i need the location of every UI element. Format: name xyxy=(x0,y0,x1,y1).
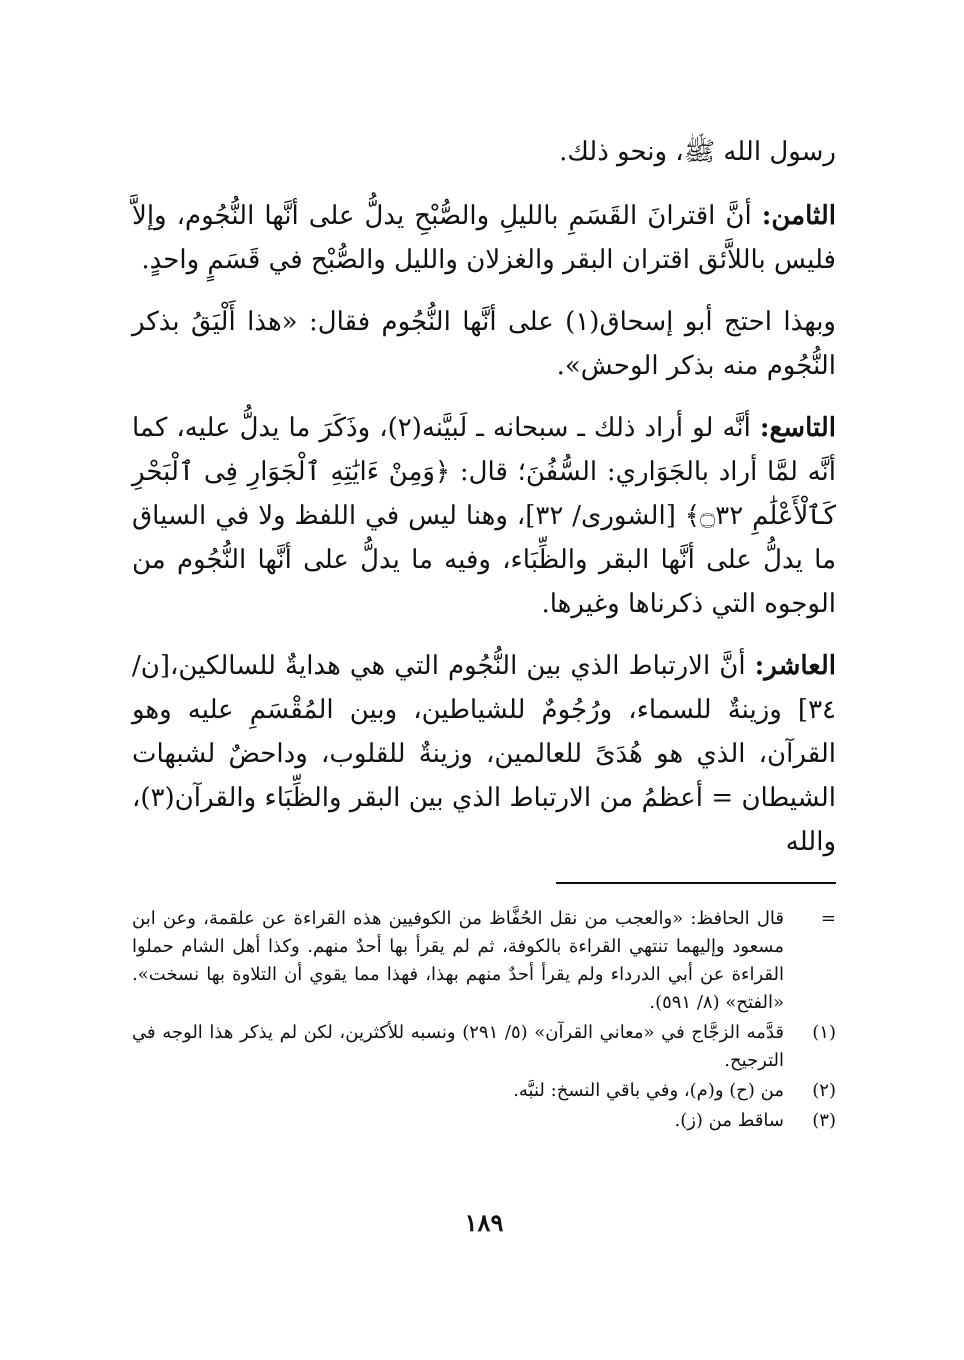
footnotes xyxy=(132,905,836,1137)
page-number: ١٨٩ xyxy=(464,1208,504,1237)
footnote-item xyxy=(132,1019,836,1075)
paragraph-tenth xyxy=(132,644,836,864)
paragraph-intro-text: رسول الله ﷺ، ونحو ذلك. xyxy=(559,137,836,167)
footnote-separator xyxy=(556,882,836,884)
section-heading-ninth: التاسع: xyxy=(759,413,837,443)
footnote-item xyxy=(132,1107,836,1135)
paragraph-eighth xyxy=(132,194,836,282)
main-text xyxy=(132,130,836,864)
footnote-item xyxy=(132,1077,836,1105)
footnote-marker: = xyxy=(820,908,836,929)
paragraph-intro xyxy=(132,130,836,174)
paragraph-ninth-text: أنَّه لو أراد ذلك ـ سبحانه ـ لَبيَّنه(٢)، وذَكَرَ ما يدلُّ عليه، كما أنَّه لمَّا أراد بالجَوَاري: السُّفُنَ؛ قال: ﴿وَمِنْ ءَايَٰتِهِ ٱلْجَوَارِ فِى ٱلْبَحْرِ كَٱلْأَعْلَٰمِ ۝٣٢﴾ [الشورى/ ٣٢]، وهنا ليس في اللفظ ولا في السياق ما يدلُّ على أنَّها البقر والظِّبَاء، وفيه ما يدلُّ على أنَّها النُّجُوم من الوجوه التي ذكرناها وغيرها. xyxy=(132,413,836,619)
paragraph-eighth-text: أنَّ اقترانَ القَسَمِ بالليلِ والصُّبْحِ يدلُّ على أنَّها النُّجُوم، وإلاَّ فليس باللاَّئق اقتران البقر والغزلان والليل والصُّبْح في قَسَمٍ واحدٍ. xyxy=(132,201,836,275)
footnote-text: ساقط من (ز). xyxy=(674,1110,784,1131)
footnote-text: من (ح) و(م)، وفي باقي النسخ: لنبَّه. xyxy=(513,1080,784,1101)
footnote-item xyxy=(132,905,836,1017)
document-page xyxy=(132,130,836,1250)
footnote-text: قال الحافظ: «والعجب من نقل الحُفَّاظ من الكوفيين هذه القراءة عن علقمة، وعن ابن مسعود وإليهما تنتهي القراءة بالكوفة، ثم لم يقرأ بها أحدٌ منهم. وكذا أهل الشام حملوا القراءة عن أبي الدرداء ولم يقرأ أحدٌ منهم بهذا، فهذا مما يقوي أن التلاوة بها نسخت». «الفتح» (٨/ ٥٩١). xyxy=(132,908,784,1013)
footnote-marker: (٢) xyxy=(812,1080,836,1101)
footnote-text: قدَّمه الزجَّاج في «معاني القرآن» (٥/ ٢٩١) ونسبه للأكثرين، لكن لم يذكر هذا الوجه في الترجيح. xyxy=(132,1022,784,1071)
paragraph-abu-ishaq-text: وبهذا احتج أبو إسحاق(١) على أنَّها النُّجُوم فقال: «هذا أَلْيَقُ بذكر النُّجُوم منه بذكر الوحش». xyxy=(132,307,836,381)
footnote-marker: (٣) xyxy=(812,1110,836,1131)
section-heading-eighth: الثامن: xyxy=(761,201,836,231)
paragraph-abu-ishaq xyxy=(132,300,836,388)
footnote-marker: (١) xyxy=(812,1022,836,1043)
paragraph-tenth-text: أنَّ الارتباط الذي بين النُّجُوم التي هي هدايةٌ للسالكين،[ن/ ٣٤] وزينةٌ للسماء، ورُجُومٌ للشياطين، وبين المُقْسَمِ عليه وهو القرآن، الذي هو هُدَىً للعالمين، وزينةٌ للقلوب، وداحضٌ لشبهات الشيطان = أعظمُ من الارتباط الذي بين البقر والظِّبَاء والقرآن(٣)، والله xyxy=(132,651,836,857)
paragraph-ninth xyxy=(132,406,836,626)
section-heading-tenth: العاشر: xyxy=(754,651,836,681)
